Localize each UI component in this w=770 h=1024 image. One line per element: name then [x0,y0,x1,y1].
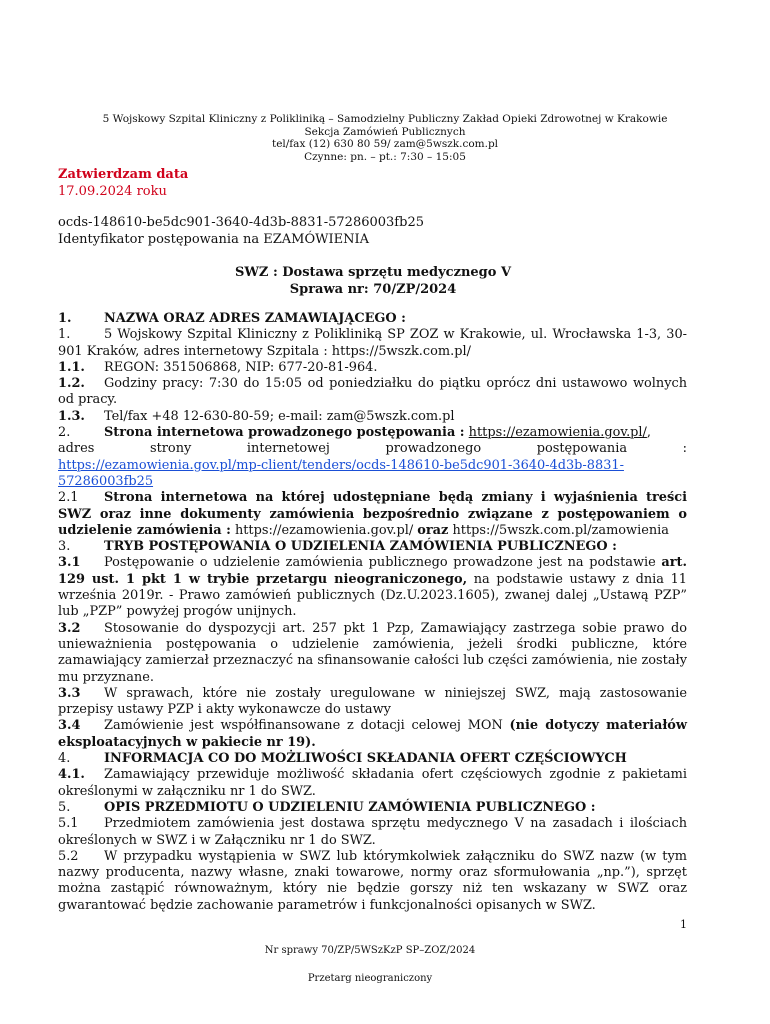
section-2-1: 2.1 Strona internetowa na której udostępniane będą zmiany i wyjaśnienia treści SWZ oraz inne dokumenty zamówienia bezpośrednio związane z postępowaniem o udzielenie zamówienia : https://ezamowienia.gov.pl/ oraz https://5wszk.com.pl/zamowienia [58,490,687,538]
header-institution: 5 Wojskowy Szpital Kliniczny z Polikliniką – Samodzielny Publiczny Zakład Opieki Zdrowotnej w Krakowie [102,113,668,125]
section-1-2: 1.2. Godziny pracy: 7:30 do 15:05 od poniedziałku do piątku oprócz dni ustawowo wolnych od pracy. [58,376,687,408]
document-header [60,113,710,163]
footer-case-number: Nr sprawy 70/ZP/5WSzKzP SP–ZOZ/2024 [264,945,476,956]
ezamowienia-link[interactable]: https://ezamowienia.gov.pl/ [468,425,647,441]
header-section: Sekcja Zamówień Publicznych [304,125,466,138]
approval-block [58,166,188,200]
section-5-1: 5.1 Przedmiotem zamówienia jest dostawa sprzętu medycznego V na zasadach i ilościach określonych w SWZ i w Załączniku nr 1 do SWZ. [58,816,687,848]
section-5-2: 5.2 W przypadku wystąpienia w SWZ lub którymkolwiek załączniku do SWZ nazw (w tym nazwy producenta, nazwy własne, znaki towarowe, normy oraz sformułowania „np.”), sprzęt można zastąpić równoważnym, który nie będzie gorszy niż ten wskazany w SWZ oraz gwarantować będzie zachowanie parametrów i funkcjonalności opisanych w SWZ. [58,848,687,913]
section-5-heading: 5. OPIS PRZEDMIOTU O UDZIELENIU ZAMÓWIENIA PUBLICZNEGO : [58,799,596,815]
swz-title: SWZ : Dostawa sprzętu medycznego V [234,265,512,280]
header-hours: Czynne: pn. – pt.: 7:30 – 15:05 [304,150,466,163]
page-number: 1 [680,918,687,931]
section-3-1: 3.1 Postępowanie o udzielenie zamówienia publicznego prowadzone jest na podstawie art. 129 ust. 1 pkt 1 w trybie przetargu nieograniczonego, na podstawie ustawy z dnia 11 września 2019r. - Prawo zamówień publicznych (Dz.U.2023.1605), zwanej dalej „Ustawą PZP” lub „PZP” powyżej progów unijnych. [58,555,687,620]
ocds-id: ocds-148610-be5dc901-3640-4d3b-8831-57286003fb25 [58,215,424,230]
section-1-3: 1.3. Tel/fax +48 12-630-80-59; e-mail: zam@5wszk.com.pl [58,408,455,424]
ocds-label: Identyfikator postępowania na EZAMÓWIENIA [58,232,369,247]
section-3-4: 3.4 Zamówienie jest współfinansowane z dotacji celowej MON (nie dotyczy materiałów eksploatacyjnych w pakiecie nr 19). [58,718,687,750]
header-contact: tel/fax (12) 630 80 59/ zam@5wszk.com.pl [271,138,499,150]
document-body [58,311,687,914]
tender-link[interactable]: https://ezamowienia.gov.pl/mp-client/tenders/ocds-148610-be5dc901-3640-4d3b-8831-57286003fb25 [58,457,624,489]
section-1-1: 1.1. REGON: 351506868, NIP: 677-20-81-964. [58,359,378,375]
section-4-heading: 4. INFORMACJA CO DO MOŻLIWOŚCI SKŁADANIA OFERT CZĘŚCIOWYCH [58,751,627,767]
section-2-link-wrap [58,458,687,491]
section-1-address: 1. 5 Wojskowy Szpital Kliniczny z Polikliniką SP ZOZ w Krakowie, ul. Wrocławska 1-3, 30-901 Kraków, adres internetowy Szpitala : https://5wszk.com.pl/ [58,327,687,359]
section-3-heading: 3. TRYB POSTĘPOWANIA O UDZIELENIA ZAMÓWIENIA PUBLICZNEGO : [58,539,617,555]
section-3-3: 3.3 W sprawach, które nie zostały uregulowane w niniejszej SWZ, mają zastosowanie przepisy ustawy PZP i akty wykonawcze do ustawy [58,685,687,718]
section-2-address-label: adres strony internetowej prowadzonego postępowania : [58,441,687,457]
approval-date: 17.09.2024 roku [58,184,167,199]
section-4-1: 4.1. Zamawiający przewiduje możliwość składania ofert częściowych zgodnie z pakietami określonymi w załączniku nr 1 do SWZ. [58,767,687,799]
case-number: Sprawa nr: 70/ZP/2024 [289,282,457,297]
footer-procedure-type: Przetarg nieograniczony [307,973,433,984]
section-1-heading: 1. NAZWA ORAZ ADRES ZAMAWIAJĄCEGO : [58,311,406,326]
section-2: 2. Strona internetowa prowadzonego postępowania : https://ezamowienia.gov.pl/, [58,425,652,441]
hospital-procurement-link[interactable]: https://5wszk.com.pl/zamowienia [452,522,669,538]
procedure-identifier [58,214,424,248]
approval-title: Zatwierdzam data [58,167,189,182]
section-3-2: 3.2 Stosowanie do dyspozycji art. 257 pkt 1 Pzp, Zamawiający zastrzega sobie prawo do unieważnienia postępowania o udzielenie zamówienia, jeżeli środki publiczne, które zamawiający zamierzał przeznaczyć na sfinansowanie całości lub części zamówienia, nie zostały mu przyznane. [58,620,687,685]
swz-title-block [0,264,746,298]
ezamowienia-link-2[interactable]: https://ezamowienia.gov.pl/ [234,522,414,538]
